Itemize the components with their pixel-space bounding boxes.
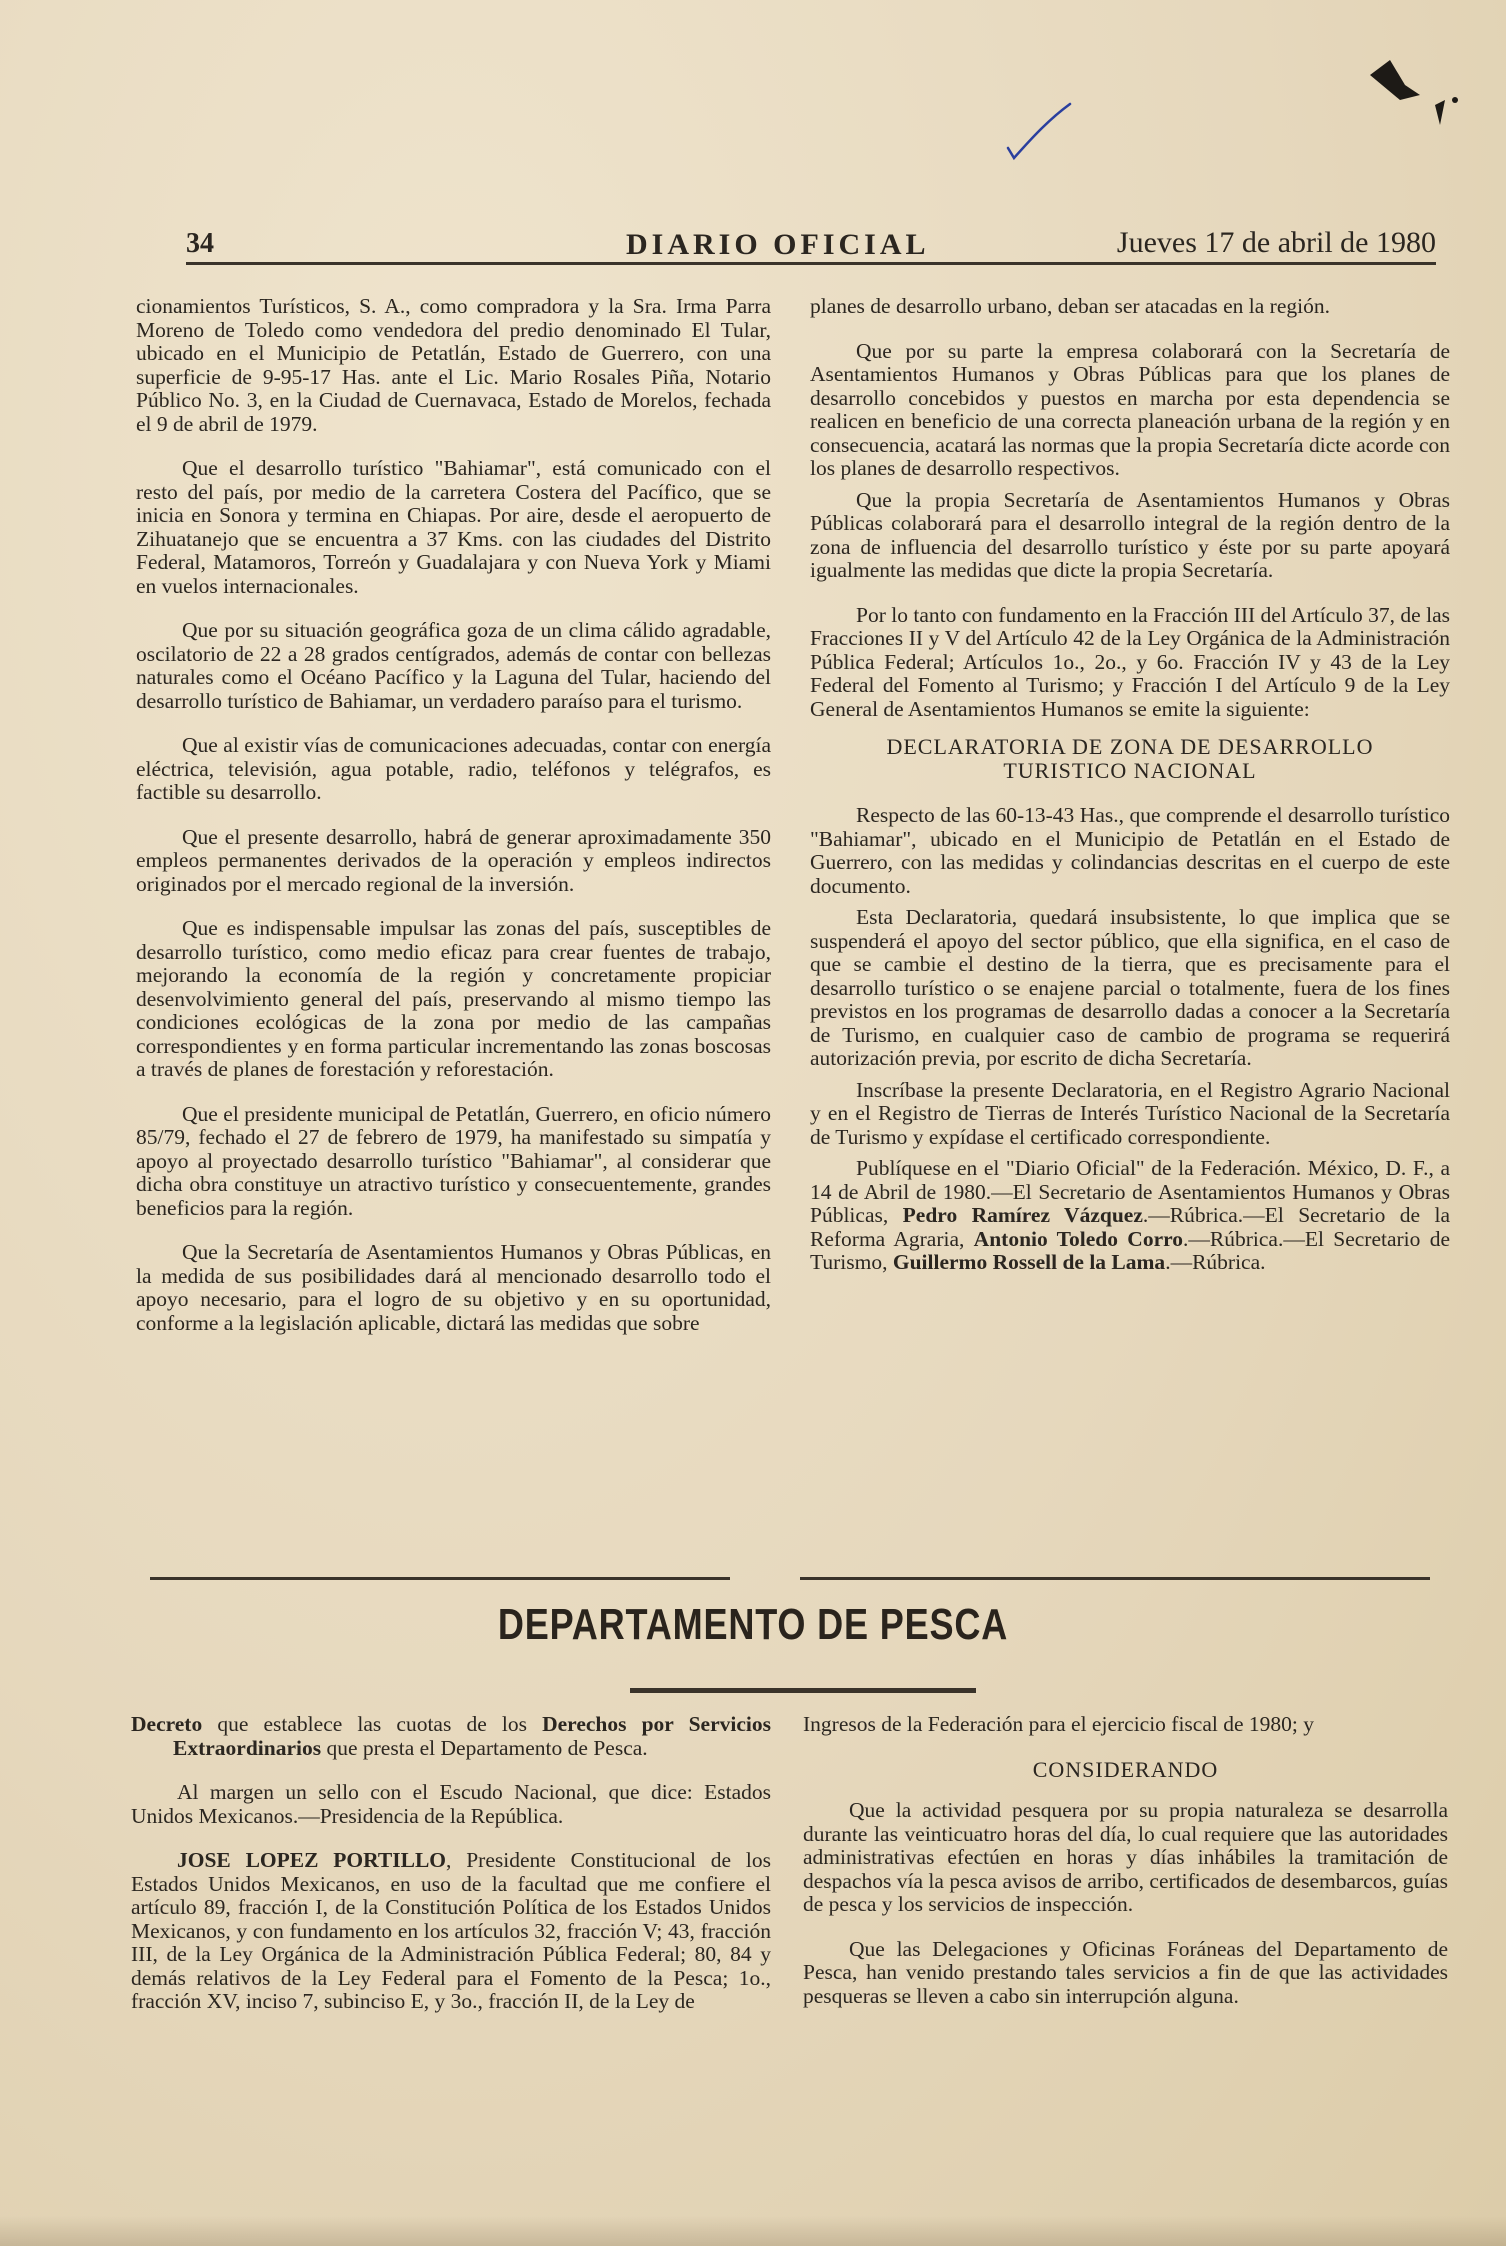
header-rule [186, 262, 1436, 265]
paragraph: planes de desarrollo urbano, deban ser atacadas en la región. [810, 294, 1330, 318]
issue-date: Jueves 17 de abril de 1980 [1116, 226, 1436, 259]
decree-bold-text: Derechos por Servicios Extraordinarios [173, 1712, 771, 1760]
paragraph: Ingresos de la Federación para el ejercicio fiscal de 1980; y [803, 1712, 1315, 1736]
section-divider [800, 1577, 1430, 1580]
decree-lead: Decreto [131, 1712, 203, 1736]
title-underline [630, 1688, 976, 1693]
text-run: Publíquese en el "Diario Oficial" de la Federación. México, D. F., a 14 de Abril de 1980.—El Secretario de Asentamientos Humanos y Obras Públicas, [810, 1156, 1450, 1227]
paragraph: Esta Declaratoria, quedará insubsistente, lo que implica que se suspenderá el apoyo del sector público, que ella significa, en el caso de que se cambie el destino de la tierra, que es precisamente para el desarrollo turístico o se enajene parcial o totalmente, fuera de los fines previstos en los programas de desarrollo dadas a conocer a la Secretaría de Turismo, en cualquier caso de cambio de programa se requerirá autorización previa, por escrito de dicha Secretaría. [810, 905, 1450, 1070]
paragraph: Que el presente desarrollo, habrá de generar aproximadamente 350 empleos permanentes derivados de la operación y empleos indirectos originados por el mercado regional de la inversión. [136, 824, 771, 896]
signatory-name: Antonio Toledo Corro [973, 1226, 1184, 1251]
president-paragraph [131, 1849, 771, 2014]
text-run: que establece las cuotas de los [202, 1712, 543, 1736]
signature-paragraph [810, 1157, 1450, 1275]
paragraph: Por lo tanto con fundamento en la Fracción III del Artículo 37, de las Fracciones II y V del Artículo 42 de la Ley Orgánica de la Administración Pública Federal; Artículos 1o., 2o., y 6o. Fracción IV y 43 de la Ley Federal del Fomento al Turismo; y Fracción I del Artículo 9 de la Ley General de Asentamientos Humanos se emite la siguiente: [810, 602, 1450, 721]
paragraph: Que la actividad pesquera por su propia naturaleza se desarrolla durante las veinticuatro horas del día, lo cual requiere que las autoridades administrativas efectúen en horas y días inhábiles la tramitación de despachos vía la pesca avisos de arribo, certificados de desembarcos, guías de pesca y los servicios de inspección. [803, 1798, 1448, 1916]
paragraph: Que el desarrollo turístico "Bahiamar", está comunicado con el resto del país, por medio de la carretera Costera del Pacífico, que se inicia en Sonora y termina en Chiapas. Por aire, desde el aeropuerto de Zihuatanejo que se encuentra a 37 Kms. con las ciudades del Distrito Federal, Matamoros, Torreón y Guadalajara y con Nueva York y Miami en vuelos internacionales. [136, 456, 771, 598]
heading-line: DECLARATORIA DE ZONA DE DESARROLLO [886, 734, 1374, 759]
signatory-name: Guillermo Rossell de la Lama [892, 1250, 1166, 1274]
bottom-left-column [131, 1713, 771, 2035]
paragraph: Que la propia Secretaría de Asentamientos Humanos y Obras Públicas colaborará para el desarrollo integral de la región dentro de la zona de influencia del desarrollo turístico y éste por su parte apoyará igualmente las medidas que dicte la propia Secretaría. [810, 487, 1450, 582]
paragraph: Inscríbase la presente Declaratoria, en el Registro Agrario Nacional y en el Registro de Tierras de Interés Turístico Nacional de la Secretaría de Turismo y expídase el certificado correspondiente. [810, 1077, 1450, 1149]
paragraph: Al margen un sello con el Escudo Nacional, que dice: Estados Unidos Mexicanos.—Presidencia de la República. [131, 1780, 771, 1828]
text-run: .—Rúbrica. [1165, 1250, 1266, 1274]
decree-title [131, 1713, 771, 1760]
signatory-name: Pedro Ramírez Vázquez [902, 1203, 1143, 1227]
considerando-heading: CONSIDERANDO [1032, 1756, 1219, 1782]
paragraph: Respecto de las 60-13-43 Has., que comprende el desarrollo turístico "Bahiamar", ubicado en el Municipio de Petatlán en el Estado de Guerrero, con las medidas y colindancias descritas en el cuerpo de este documento. [810, 803, 1450, 898]
president-name: JOSE LOPEZ PORTILLO [177, 1848, 447, 1872]
declaratoria-heading [810, 735, 1450, 782]
paragraph: Que al existir vías de comunicaciones adecuadas, contar con energía eléctrica, televisión, agua potable, radio, teléfonos y telégrafos, es factible su desarrollo. [136, 733, 771, 804]
text-run: , Presidente Constitucional de los Estados Unidos Mexicanos, en uso de la facultad que me confiere el artículo 89, fracción I, de la Constitución Política de los Estados Unidos Mexicanos, y con fundamento en los artículos 32, fracción V; 43, fracción III, de la Ley Orgánica de la Administración Pública Federal; 80, 84 y demás relativos de la Ley Federal para el Fomento de la Pesca; 1o., fracción XV, inciso 7, subinciso E, y 3o., fracción II, de la Ley de [131, 1848, 771, 2013]
text-run: .—Rúbrica.—El Secretario de Turismo, [810, 1226, 1450, 1274]
top-right-column [810, 295, 1450, 1283]
heading-line: TURISTICO NACIONAL [1003, 757, 1257, 783]
department-title: DEPARTAMENTO DE PESCA [497, 1600, 1009, 1649]
page-shadow [0, 2216, 1506, 2246]
text-run: .—Rúbrica.—El Secretario de la Reforma Agraria, [810, 1203, 1451, 1251]
top-left-column [136, 295, 771, 1356]
bottom-right-column [803, 1713, 1448, 2029]
page-header [186, 222, 1436, 262]
paragraph: Que el presidente municipal de Petatlán, Guerrero, en oficio número 85/79, fechado el 27 de febrero de 1979, ha manifestado su simpatía y apoyo al proyectado desarrollo turístico "Bahiamar", al considerar que dicha obra constituye un atractivo turístico y consecuentemente, grandes beneficios para la región. [136, 1101, 771, 1220]
paragraph: cionamientos Turísticos, S. A., como compradora y la Sra. Irma Parra Moreno de Toledo como vendedora del predio denominado El Tular, ubicado en el Municipio de Petatlán, Estado de Guerrero, con una superficie de 9-95-17 Has. ante el Lic. Mario Rosales Piña, Notario Público No. 3, en la Ciudad de Cuernavaca, Estado de Morelos, fechada el 9 de abril de 1979. [136, 294, 771, 436]
gazette-title: DIARIO OFICIAL [626, 228, 930, 261]
text-run: que presta el Departamento de Pesca. [321, 1735, 648, 1760]
paragraph: Que por su parte la empresa colaborará con la Secretaría de Asentamientos Humanos y Obras Públicas para que los planes de desarrollo concebidos y puestos en marcha por esta dependencia se realicen en beneficio de una correcta planeación urbana de la región y en consecuencia, acatará las normas que la propia Secretaría dicte acorde con los planes de desarrollo respectivos. [810, 338, 1450, 480]
page-number: 34 [186, 228, 214, 259]
paragraph: Que por su situación geográfica goza de un clima cálido agradable, oscilatorio de 22 a 28 grados centígrados, además de contar con bellezas naturales como el Océano Pacífico y la Laguna del Tular, haciendo del desarrollo turístico de Bahiamar, un verdadero paraíso para el turismo. [136, 618, 771, 713]
paragraph: Que las Delegaciones y Oficinas Foráneas del Departamento de Pesca, han venido prestando tales servicios a fin de que las actividades pesqueras se lleven a cabo sin interrupción alguna. [803, 1936, 1448, 2008]
section-divider [150, 1577, 730, 1580]
ink-blot-mark [1360, 55, 1470, 145]
paragraph: Que la Secretaría de Asentamientos Humanos y Obras Públicas, en la medida de sus posibilidades dará al mencionado desarrollo todo el apoyo necesario, para el logro de su objetivo y en su oportunidad, conforme a la legislación aplicable, dictará las medidas que sobre [136, 1240, 771, 1335]
paragraph: Que es indispensable impulsar las zonas del país, susceptibles de desarrollo turístico, como medio eficaz para crear fuentes de trabajo, mejorando la economía de la región y concretamente propiciar desenvolvimiento general del país, preservando al mismo tiempo las condiciones ecológicas de la zona por medio de las campañas correspondientes y en forma particular incrementando las zonas boscosas a través de planes de forestación y reforestación. [136, 916, 771, 1081]
blue-pen-checkmark [1000, 100, 1080, 170]
